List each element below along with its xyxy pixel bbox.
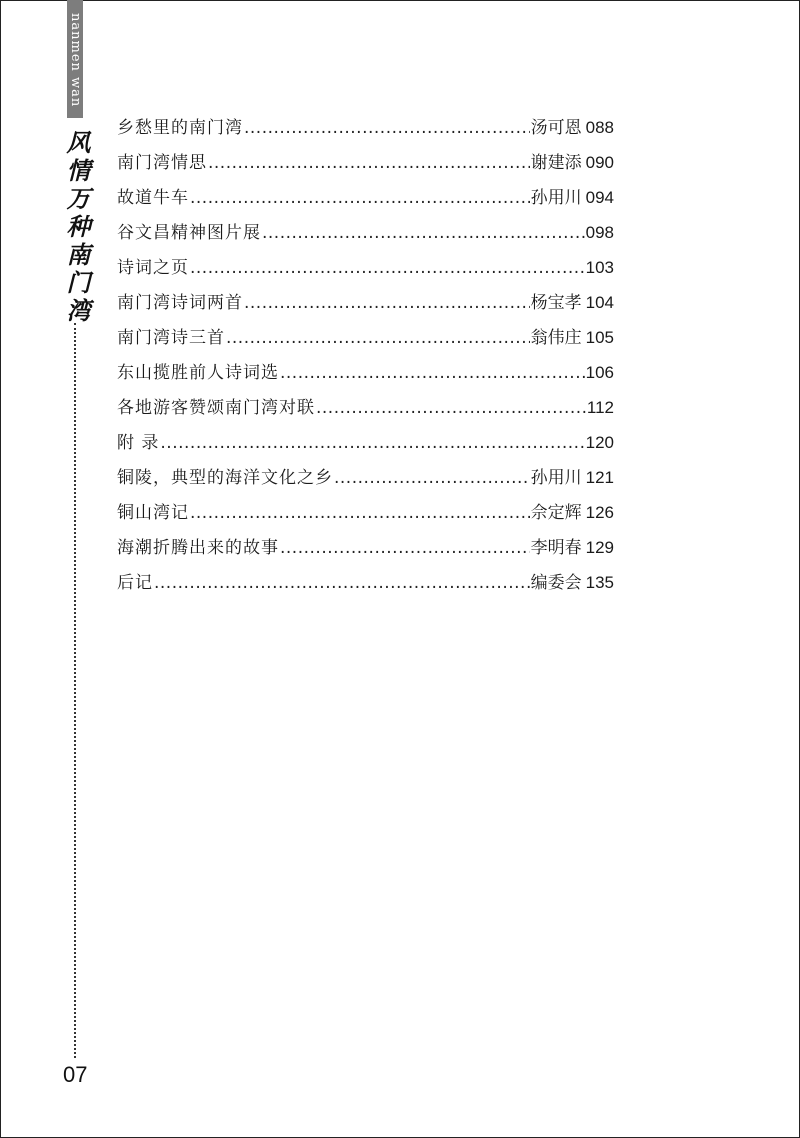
toc-entry[interactable]: [117, 355, 614, 390]
toc-entry-title: 乡愁里的南门湾: [117, 118, 243, 138]
toc-entry-title: 铜陵，典型的海洋文化之乡: [117, 468, 333, 488]
toc-dot-leader: [280, 356, 585, 391]
toc-entry-page: 112: [586, 398, 614, 417]
toc-dot-leader: [244, 286, 530, 321]
toc-entry-title: 东山揽胜前人诗词选: [117, 363, 279, 383]
toc-entry-author: 孙用川: [530, 188, 582, 208]
toc-entry[interactable]: [117, 250, 614, 285]
romanized-title: nanmen wan: [68, 12, 83, 108]
toc-dot-leader: [244, 111, 530, 146]
toc-entry-title: 诗词之页: [117, 258, 189, 278]
toc-dot-leader: [208, 146, 530, 181]
toc-dot-leader: [316, 391, 586, 426]
toc-dot-leader: [190, 251, 585, 286]
toc-dot-leader: [160, 426, 584, 461]
toc-entry-title: 各地游客赞颂南门湾对联: [117, 398, 315, 418]
toc-entry-title: 南门湾诗三首: [117, 328, 225, 348]
toc-entry-author: 编委会: [530, 573, 582, 593]
toc-dot-leader: [226, 321, 530, 356]
side-dotted-line: [74, 323, 76, 1058]
toc-entry-title: 谷文昌精神图片展: [117, 223, 261, 243]
toc-entry-page: 098: [585, 223, 614, 242]
toc-entry-page: 088: [585, 118, 614, 137]
toc-entry[interactable]: [117, 110, 614, 145]
toc-entry-author: 佘定辉: [530, 503, 582, 523]
toc-dot-leader: [190, 496, 530, 531]
toc-entry-title: 附 录: [117, 433, 160, 453]
table-of-contents: [117, 110, 614, 600]
toc-entry-page: 105: [585, 328, 614, 347]
toc-entry-page: 104: [585, 293, 614, 312]
toc-dot-leader: [154, 566, 530, 601]
toc-entry[interactable]: [117, 495, 614, 530]
toc-entry-page: 129: [585, 538, 614, 557]
toc-entry-title: 南门湾情思: [117, 153, 207, 173]
toc-entry-page: 121: [585, 468, 614, 487]
toc-entry-page: 094: [585, 188, 614, 207]
toc-entry-title: 南门湾诗词两首: [117, 293, 243, 313]
toc-entry[interactable]: [117, 180, 614, 215]
series-title: 风情万种南门湾: [62, 130, 91, 326]
toc-entry[interactable]: [117, 320, 614, 355]
toc-entry-author: 翁伟庄: [530, 328, 582, 348]
toc-entry-title: 海潮折腾出来的故事: [117, 538, 279, 558]
toc-dot-leader: [190, 181, 530, 216]
toc-entry-title: 后记: [117, 573, 153, 593]
toc-entry-page: 106: [585, 363, 614, 382]
toc-entry[interactable]: [117, 145, 614, 180]
toc-entry-author: 李明春: [530, 538, 582, 558]
toc-entry-author: 汤可恩: [530, 118, 582, 138]
toc-entry[interactable]: [117, 530, 614, 565]
toc-entry-page: 126: [585, 503, 614, 522]
toc-entry-page: 103: [585, 258, 614, 277]
toc-entry-page: 135: [585, 573, 614, 592]
toc-entry[interactable]: [117, 390, 614, 425]
toc-entry-page: 090: [585, 153, 614, 172]
toc-entry[interactable]: [117, 215, 614, 250]
toc-dot-leader: [262, 216, 585, 251]
toc-entry[interactable]: [117, 285, 614, 320]
toc-entry-title: 铜山湾记: [117, 503, 189, 523]
toc-entry-author: 杨宝孝: [530, 293, 582, 313]
toc-entry[interactable]: [117, 460, 614, 495]
toc-dot-leader: [280, 531, 530, 566]
toc-entry[interactable]: [117, 425, 614, 460]
toc-entry[interactable]: [117, 565, 614, 600]
toc-entry-author: 谢建添: [530, 153, 582, 173]
page-number: 07: [63, 1062, 88, 1087]
toc-entry-title: 故道牛车: [117, 188, 189, 208]
toc-entry-page: 120: [585, 433, 614, 452]
toc-entry-author: 孙用川: [530, 468, 582, 488]
toc-dot-leader: [334, 461, 530, 496]
